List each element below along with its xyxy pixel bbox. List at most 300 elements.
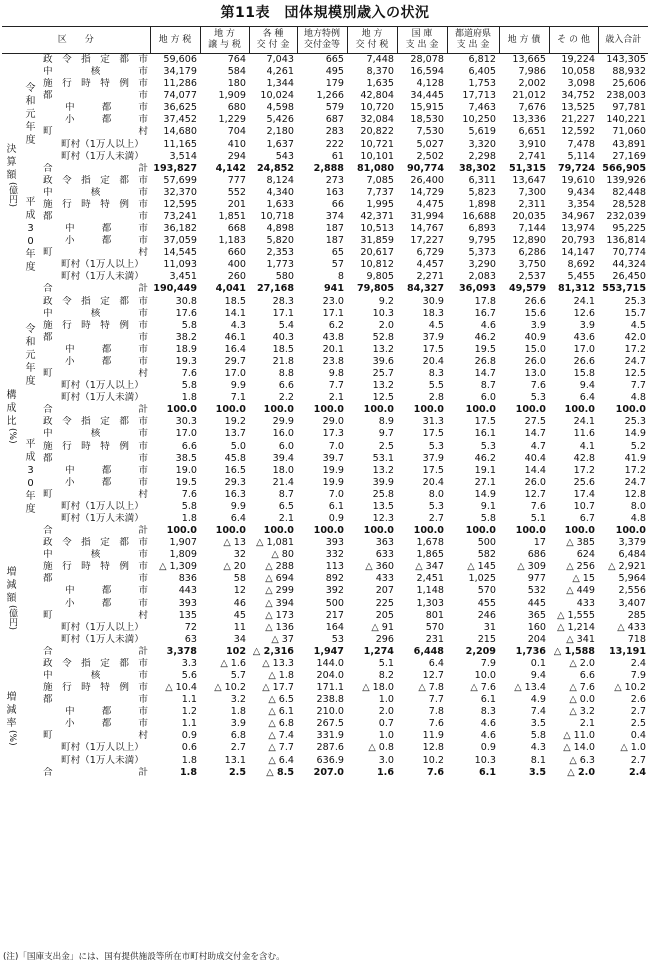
table-cell: 443 bbox=[178, 585, 197, 597]
table-cell: 17.1 bbox=[272, 307, 294, 319]
table-cell: 1,995 bbox=[366, 198, 394, 210]
table-cell: 7.6 bbox=[530, 380, 546, 392]
table-row bbox=[2, 332, 648, 344]
table-cell: 543 bbox=[275, 150, 294, 162]
row-label: 施行時特例市 bbox=[43, 319, 148, 331]
table-cell: 1,148 bbox=[416, 585, 444, 597]
table-cell: 2.1 bbox=[328, 392, 344, 404]
table-cell: △ 13.4 bbox=[514, 682, 546, 694]
table-cell: 12.5 bbox=[372, 392, 394, 404]
table-cell: 15.6 bbox=[524, 307, 546, 319]
table-cell: 9,805 bbox=[366, 271, 394, 283]
table-cell: △ 394 bbox=[265, 597, 294, 609]
section-label: 構 成 比 (%) bbox=[6, 390, 17, 444]
table-cell: 8.1 bbox=[530, 754, 546, 766]
table-row bbox=[2, 513, 648, 525]
table-cell: 3,379 bbox=[618, 537, 646, 549]
table-cell: 20,617 bbox=[360, 247, 394, 259]
table-cell: 0.7 bbox=[378, 718, 394, 730]
table-cell: 668 bbox=[227, 223, 246, 235]
header-other: そ の 他 bbox=[549, 27, 598, 54]
table-cell: 215 bbox=[477, 633, 496, 645]
table-cell: 113 bbox=[325, 561, 344, 573]
table-cell: 29.9 bbox=[272, 416, 294, 428]
table-cell: 73,241 bbox=[163, 211, 197, 223]
table-cell: 21.8 bbox=[272, 355, 294, 367]
table-cell: 18.3 bbox=[422, 307, 444, 319]
table-cell: 20.1 bbox=[322, 343, 344, 355]
table-cell: 31.3 bbox=[422, 416, 444, 428]
table-cell: 100.0 bbox=[363, 525, 394, 537]
table-cell: 9.1 bbox=[480, 500, 496, 512]
table-cell: 10.2 bbox=[422, 754, 444, 766]
table-cell: 10.3 bbox=[372, 307, 394, 319]
table-row bbox=[2, 610, 648, 622]
table-cell: 12,592 bbox=[561, 126, 595, 138]
table-cell: 13.2 bbox=[372, 380, 394, 392]
table-cell: △ 309 bbox=[517, 561, 546, 573]
year-label: 令 和 元 年 度 bbox=[25, 324, 36, 388]
table-cell: 12,890 bbox=[512, 235, 546, 247]
row-label: 小都市 bbox=[65, 476, 148, 488]
table-cell: 7.1 bbox=[230, 392, 246, 404]
table-cell: 6.7 bbox=[579, 512, 595, 524]
table-cell: 1.1 bbox=[181, 718, 197, 730]
table-cell: 7.8 bbox=[428, 706, 444, 718]
table-cell: △ 694 bbox=[265, 573, 294, 585]
table-cell: △ 1.0 bbox=[620, 742, 646, 754]
table-cell: 29.7 bbox=[224, 355, 246, 367]
page-title: 第11表 団体規模別歳入の状況 bbox=[220, 5, 430, 21]
table-cell: 4.1 bbox=[579, 440, 595, 452]
table-cell: 1,274 bbox=[363, 645, 394, 657]
table-cell: 139,926 bbox=[606, 174, 646, 186]
table-cell: 14.9 bbox=[624, 428, 646, 440]
table-cell: 20.4 bbox=[422, 355, 444, 367]
table-cell: 5.4 bbox=[278, 319, 294, 331]
row-label: 中都市 bbox=[65, 102, 148, 114]
table-cell: 100.0 bbox=[166, 525, 197, 537]
year-label: 平 成 3 0 年 度 bbox=[25, 197, 36, 274]
table-cell: 34,179 bbox=[163, 66, 197, 78]
table-cell: 34,445 bbox=[410, 90, 444, 102]
table-cell: 13.2 bbox=[372, 464, 394, 476]
table-cell: 9.7 bbox=[378, 428, 394, 440]
table-cell: 1.8 bbox=[230, 706, 246, 718]
table-row bbox=[2, 223, 648, 235]
table-cell: 977 bbox=[527, 573, 546, 585]
table-cell: 201 bbox=[227, 198, 246, 210]
table-cell: △ 7.4 bbox=[268, 730, 294, 742]
table-cell: 6,448 bbox=[413, 645, 444, 657]
table-cell: 17.0 bbox=[224, 368, 246, 380]
table-cell: 1,637 bbox=[266, 138, 294, 150]
table-cell: 392 bbox=[325, 585, 344, 597]
table-cell: 17.5 bbox=[422, 464, 444, 476]
table-cell: 5.1 bbox=[378, 657, 394, 669]
table-cell: 580 bbox=[275, 271, 294, 283]
row-label: 合計 bbox=[43, 404, 148, 416]
row-label: 中核市 bbox=[43, 428, 148, 440]
table-cell: 102 bbox=[225, 645, 246, 657]
table-cell: 20,793 bbox=[561, 235, 595, 247]
table-row bbox=[2, 320, 648, 332]
table-cell: 2.4 bbox=[630, 657, 646, 669]
table-cell: △ 299 bbox=[265, 585, 294, 597]
table-cell: 2.0 bbox=[378, 706, 394, 718]
table-cell: 232,039 bbox=[606, 211, 646, 223]
row-label: 町村（1万人以上） bbox=[61, 380, 144, 392]
table-cell: 3.5 bbox=[529, 766, 546, 778]
table-cell: 17.1 bbox=[322, 307, 344, 319]
table-cell: 7.6 bbox=[428, 718, 444, 730]
table-cell: 5.8 bbox=[530, 730, 546, 742]
revenue-table bbox=[2, 26, 648, 779]
table-cell: 38,302 bbox=[458, 162, 496, 174]
footnote: (注)「国庫支出金」には、国有提供施設等所在市町村助成交付金を含む。 bbox=[3, 952, 285, 962]
table-cell: 100.0 bbox=[313, 525, 344, 537]
table-cell: 3.5 bbox=[530, 718, 546, 730]
table-cell: 21,227 bbox=[561, 114, 595, 126]
table-row bbox=[2, 187, 648, 199]
row-label: 合計 bbox=[43, 645, 148, 657]
table-row bbox=[2, 271, 648, 283]
table-cell: 1,865 bbox=[416, 549, 444, 561]
table-cell: 8.7 bbox=[480, 380, 496, 392]
table-cell: 17,713 bbox=[462, 90, 496, 102]
table-cell: 14,545 bbox=[163, 247, 197, 259]
table-cell: 2,209 bbox=[465, 645, 496, 657]
table-cell: 433 bbox=[375, 573, 394, 585]
table-cell: 100.0 bbox=[363, 404, 394, 416]
table-cell: 187 bbox=[325, 223, 344, 235]
table-cell: 1,229 bbox=[218, 114, 246, 126]
table-cell: 17.0 bbox=[175, 428, 197, 440]
table-cell: 7.9 bbox=[630, 669, 646, 681]
table-cell: 187 bbox=[325, 235, 344, 247]
table-cell: 26.0 bbox=[524, 355, 546, 367]
table-cell: 49,579 bbox=[508, 283, 546, 295]
table-cell: 7,085 bbox=[366, 174, 394, 186]
table-cell: 37,059 bbox=[163, 235, 197, 247]
row-label: 町村 bbox=[43, 368, 148, 380]
table-cell: △ 1,588 bbox=[553, 645, 595, 657]
table-cell: 43,891 bbox=[612, 138, 646, 150]
table-cell: 14.7 bbox=[524, 428, 546, 440]
table-cell: 100.0 bbox=[413, 525, 444, 537]
row-label: 合計 bbox=[43, 162, 148, 174]
row-label: 中核市 bbox=[43, 186, 148, 198]
table-cell: 16.4 bbox=[224, 343, 246, 355]
table-cell: 14.4 bbox=[524, 464, 546, 476]
row-label: 小都市 bbox=[65, 114, 148, 126]
table-cell: 28.3 bbox=[272, 295, 294, 307]
table-cell: 72 bbox=[184, 621, 197, 633]
table-cell: 5,114 bbox=[567, 150, 595, 162]
table-cell: △ 2.0 bbox=[569, 657, 595, 669]
table-cell: 13,974 bbox=[561, 223, 595, 235]
table-cell: 13.0 bbox=[524, 368, 546, 380]
table-cell: 6.4 bbox=[579, 392, 595, 404]
table-cell: 88,932 bbox=[612, 66, 646, 78]
table-cell: 6,812 bbox=[468, 54, 496, 65]
table-row bbox=[2, 622, 648, 634]
table-cell: 7,300 bbox=[518, 186, 546, 198]
table-cell: 332 bbox=[325, 549, 344, 561]
table-cell: 9.9 bbox=[230, 380, 246, 392]
table-cell: 1.8 bbox=[181, 754, 197, 766]
table-cell: 8.2 bbox=[378, 669, 394, 681]
table-row bbox=[2, 247, 648, 259]
table-cell: 79,805 bbox=[356, 283, 394, 295]
table-cell: △ 91 bbox=[371, 621, 394, 633]
table-cell: 9.4 bbox=[579, 380, 595, 392]
table-cell: 19,610 bbox=[561, 174, 595, 186]
header-prefectural: 都道府県 支 出 金 bbox=[447, 27, 499, 54]
table-cell: 38.2 bbox=[175, 331, 197, 343]
table-cell: 7,463 bbox=[468, 102, 496, 114]
table-cell: 27,169 bbox=[612, 150, 646, 162]
table-row bbox=[2, 730, 648, 742]
table-cell: 17.5 bbox=[474, 416, 496, 428]
table-row bbox=[2, 501, 648, 513]
table-cell: 365 bbox=[527, 609, 546, 621]
table-cell: 42.8 bbox=[573, 452, 595, 464]
row-label: 町村（1万人未満） bbox=[61, 633, 144, 645]
table-cell: 5.3 bbox=[428, 440, 444, 452]
table-cell: 29.0 bbox=[322, 416, 344, 428]
table-cell: 57 bbox=[331, 259, 344, 271]
table-cell: 0.9 bbox=[480, 742, 496, 754]
table-row bbox=[2, 416, 648, 428]
table-cell: 3,354 bbox=[567, 198, 595, 210]
table-cell: 21,012 bbox=[512, 90, 546, 102]
table-cell: 13.2 bbox=[372, 343, 394, 355]
table-cell: 136,814 bbox=[606, 235, 646, 247]
table-cell: 4,261 bbox=[266, 66, 294, 78]
table-cell: 532 bbox=[527, 585, 546, 597]
table-cell: △ 6.3 bbox=[569, 754, 595, 766]
table-cell: 5,027 bbox=[416, 138, 444, 150]
table-cell: 65 bbox=[331, 247, 344, 259]
table-row bbox=[2, 658, 648, 670]
table-row bbox=[2, 585, 648, 597]
table-cell: 283 bbox=[325, 126, 344, 138]
table-row bbox=[2, 428, 648, 440]
section-label: 増 減 額 (億円) bbox=[6, 566, 17, 630]
table-cell: △ 6.8 bbox=[268, 718, 294, 730]
table-cell: 8,692 bbox=[567, 259, 595, 271]
table-cell: 36,182 bbox=[163, 223, 197, 235]
table-cell: 5.7 bbox=[230, 669, 246, 681]
table-cell: 5.1 bbox=[530, 512, 546, 524]
total-row bbox=[2, 525, 648, 537]
table-cell: 665 bbox=[325, 54, 344, 65]
table-row bbox=[2, 441, 648, 453]
table-cell: 29.3 bbox=[224, 476, 246, 488]
table-row bbox=[2, 78, 648, 90]
table-cell: 18.5 bbox=[224, 295, 246, 307]
table-cell: 31 bbox=[483, 621, 496, 633]
table-cell: 13.1 bbox=[224, 754, 246, 766]
row-label: 中都市 bbox=[65, 706, 148, 718]
table-cell: 17.4 bbox=[573, 488, 595, 500]
table-cell: 10,250 bbox=[462, 114, 496, 126]
table-cell: △ 385 bbox=[566, 537, 595, 549]
row-label: 施行時特例市 bbox=[43, 682, 148, 694]
row-label: 政令指定都市 bbox=[43, 295, 148, 307]
table-cell: 7.0 bbox=[328, 488, 344, 500]
table-cell: 10,720 bbox=[360, 102, 394, 114]
table-cell: 15.7 bbox=[624, 307, 646, 319]
table-cell: 193,827 bbox=[153, 162, 197, 174]
header-special-grant: 地方特例 交付金等 bbox=[297, 27, 347, 54]
table-cell: 6.5 bbox=[278, 500, 294, 512]
table-cell: 16,688 bbox=[462, 211, 496, 223]
table-cell: 25.6 bbox=[573, 476, 595, 488]
table-cell: 8.3 bbox=[428, 368, 444, 380]
table-cell: 6,729 bbox=[416, 247, 444, 259]
table-row bbox=[2, 694, 648, 706]
table-cell: 2,002 bbox=[518, 78, 546, 90]
table-cell: 37,452 bbox=[163, 114, 197, 126]
table-cell: 16,594 bbox=[410, 66, 444, 78]
row-label: 町村 bbox=[43, 247, 148, 259]
table-cell: 7.4 bbox=[530, 706, 546, 718]
table-cell: 13.5 bbox=[372, 500, 394, 512]
table-cell: 5,619 bbox=[468, 126, 496, 138]
table-cell: 210.0 bbox=[316, 706, 344, 718]
table-cell: 2,271 bbox=[416, 271, 444, 283]
table-cell: 6.2 bbox=[328, 319, 344, 331]
table-cell: 84,327 bbox=[406, 283, 444, 295]
row-label: 町村（1万人以上） bbox=[61, 259, 144, 271]
table-cell: 17.3 bbox=[322, 428, 344, 440]
table-cell: 40.9 bbox=[524, 331, 546, 343]
header-category: 区 分 bbox=[2, 27, 150, 54]
table-cell: 2.8 bbox=[428, 392, 444, 404]
table-cell: 566,905 bbox=[602, 162, 646, 174]
table-cell: 273 bbox=[325, 174, 344, 186]
table-cell: 5,823 bbox=[468, 186, 496, 198]
table-cell: 100.0 bbox=[215, 404, 246, 416]
table-cell: 217 bbox=[325, 609, 344, 621]
table-cell: △ 1,081 bbox=[256, 537, 294, 549]
table-cell: 180 bbox=[227, 78, 246, 90]
table-cell: 31,859 bbox=[360, 235, 394, 247]
table-cell: 204 bbox=[527, 633, 546, 645]
table-row bbox=[2, 682, 648, 694]
row-label: 都市 bbox=[43, 452, 148, 464]
table-cell: 2,556 bbox=[618, 585, 646, 597]
table-cell: 45 bbox=[233, 609, 246, 621]
header-row bbox=[2, 27, 648, 54]
table-cell: 231 bbox=[425, 633, 444, 645]
table-cell: △ 3.2 bbox=[569, 706, 595, 718]
table-row bbox=[2, 670, 648, 682]
table-cell: 2.2 bbox=[278, 392, 294, 404]
table-cell: 5.3 bbox=[428, 500, 444, 512]
table-cell: 205 bbox=[375, 609, 394, 621]
table-cell: 6.6 bbox=[579, 669, 595, 681]
table-cell: 71,060 bbox=[612, 126, 646, 138]
table-cell: 51,315 bbox=[508, 162, 546, 174]
table-cell: 4.3 bbox=[530, 742, 546, 754]
table-cell: 3.9 bbox=[579, 319, 595, 331]
table-cell: 260 bbox=[227, 271, 246, 283]
table-cell: △ 341 bbox=[566, 633, 595, 645]
table-cell: 246 bbox=[477, 609, 496, 621]
table-cell: △ 80 bbox=[271, 549, 294, 561]
table-cell: △ 11.0 bbox=[563, 730, 595, 742]
table-cell: 2,311 bbox=[518, 198, 546, 210]
row-label: 中都市 bbox=[65, 223, 148, 235]
table-cell: △ 6.1 bbox=[268, 706, 294, 718]
table-cell: 636.9 bbox=[316, 754, 344, 766]
table-cell: 1,851 bbox=[218, 211, 246, 223]
table-cell: 32,084 bbox=[360, 114, 394, 126]
table-cell: 2,083 bbox=[468, 271, 496, 283]
table-cell: 39.9 bbox=[372, 476, 394, 488]
table-row bbox=[2, 368, 648, 380]
table-cell: 4,142 bbox=[215, 162, 246, 174]
table-cell: 40.4 bbox=[524, 452, 546, 464]
table-cell: 238.8 bbox=[316, 694, 344, 706]
table-cell: 267.5 bbox=[316, 718, 344, 730]
table-cell: 12.5 bbox=[624, 368, 646, 380]
table-cell: 892 bbox=[325, 573, 344, 585]
table-cell: 2,353 bbox=[266, 247, 294, 259]
table-cell: 43.8 bbox=[322, 331, 344, 343]
table-cell: 2.1 bbox=[579, 718, 595, 730]
table-cell: 1.2 bbox=[181, 706, 197, 718]
table-cell: 90,774 bbox=[406, 162, 444, 174]
table-cell: 12,595 bbox=[163, 198, 197, 210]
table-cell: 570 bbox=[425, 621, 444, 633]
row-label: 町村 bbox=[43, 488, 148, 500]
table-cell: 38.5 bbox=[175, 452, 197, 464]
table-row bbox=[2, 380, 648, 392]
table-cell: 25.3 bbox=[624, 295, 646, 307]
table-cell: 4.9 bbox=[530, 694, 546, 706]
table-row bbox=[2, 755, 648, 767]
section-label: 増 減 率 (%) bbox=[6, 692, 17, 746]
table-cell: 7.9 bbox=[480, 657, 496, 669]
table-cell: 17.6 bbox=[175, 307, 197, 319]
table-cell: 5.8 bbox=[181, 319, 197, 331]
table-cell: 16.5 bbox=[224, 464, 246, 476]
table-cell: 3,514 bbox=[169, 150, 197, 162]
table-cell: 143,305 bbox=[606, 54, 646, 65]
table-cell: 18.0 bbox=[272, 464, 294, 476]
table-cell: 584 bbox=[227, 66, 246, 78]
table-cell: 1,635 bbox=[366, 78, 394, 90]
row-label: 町村（1万人以上） bbox=[61, 500, 144, 512]
table-cell: 1,753 bbox=[468, 78, 496, 90]
table-cell: 5.6 bbox=[181, 669, 197, 681]
table-cell: 24.7 bbox=[624, 355, 646, 367]
table-cell: 1,947 bbox=[313, 645, 344, 657]
table-cell: 37.9 bbox=[422, 452, 444, 464]
section-label: 決 算 額 (億円) bbox=[6, 143, 17, 207]
table-cell: 6,484 bbox=[618, 549, 646, 561]
table-cell: 144.0 bbox=[316, 657, 344, 669]
table-cell: 624 bbox=[576, 549, 595, 561]
table-cell: 63 bbox=[184, 633, 197, 645]
table-cell: 100.0 bbox=[615, 525, 646, 537]
table-cell: 100.0 bbox=[413, 404, 444, 416]
table-cell: △ 173 bbox=[265, 609, 294, 621]
